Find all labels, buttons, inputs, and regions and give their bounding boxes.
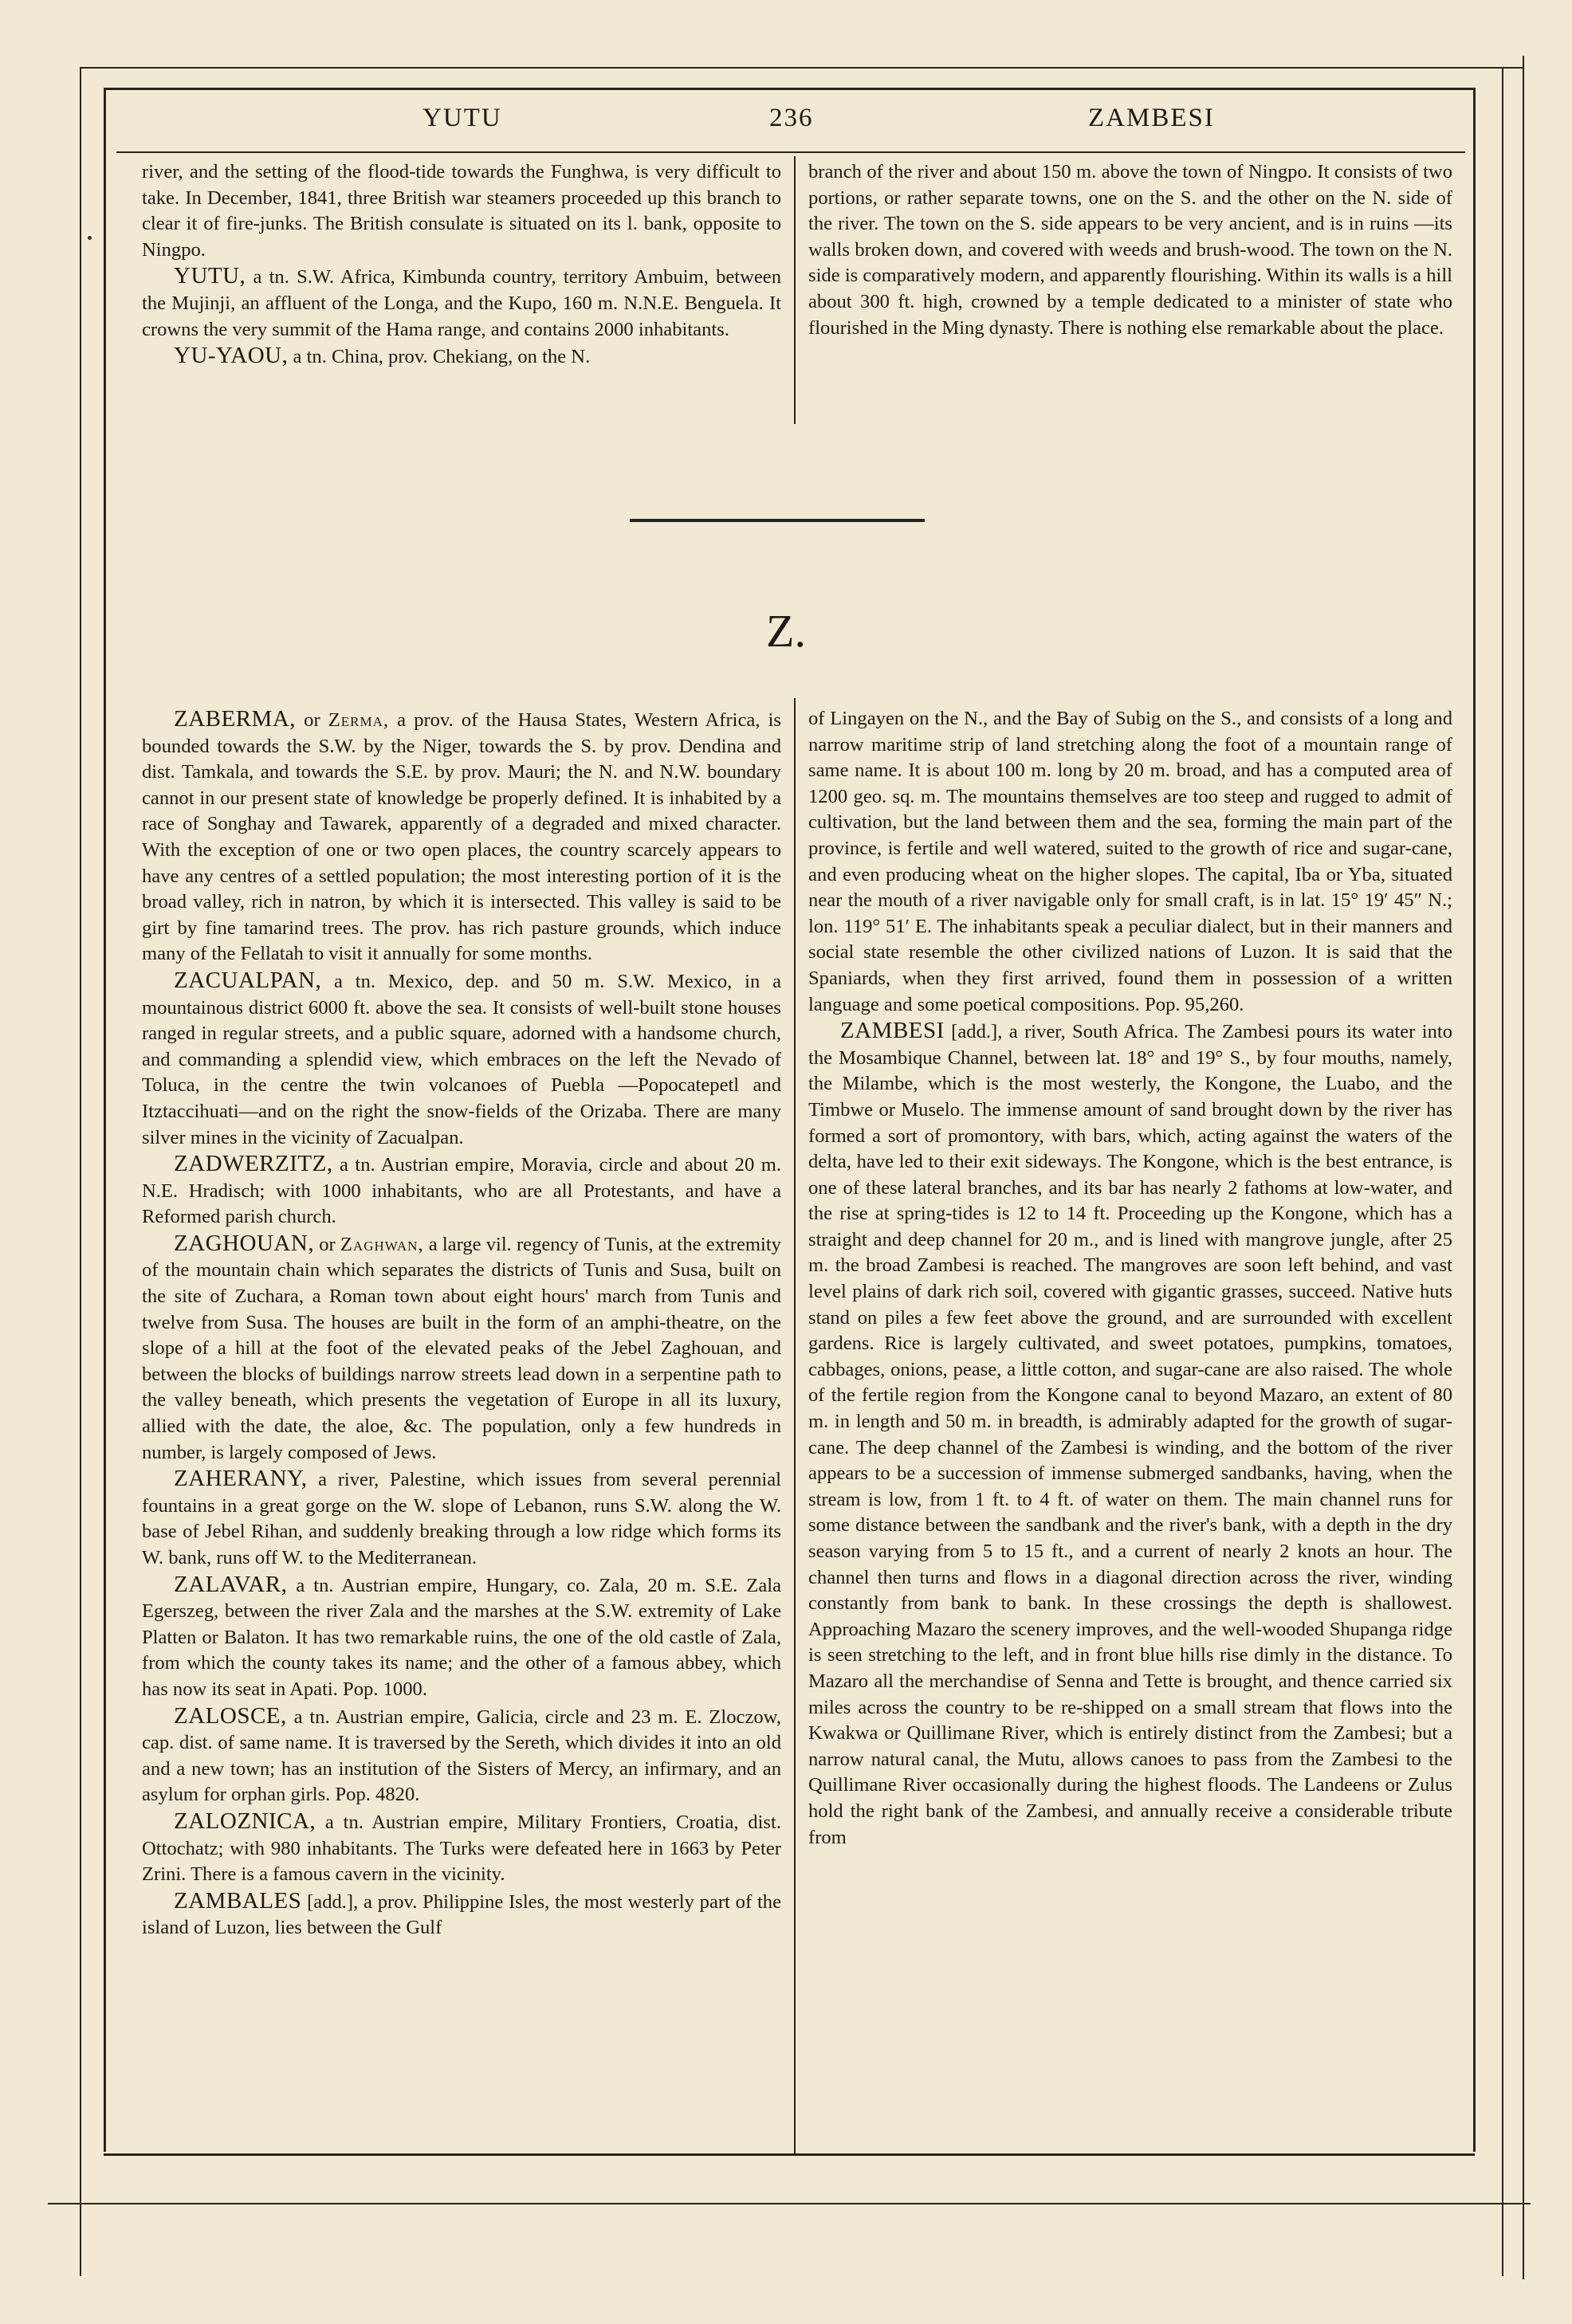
gazetteer-entry xyxy=(142,1888,781,1941)
gazetteer-entry xyxy=(142,343,781,371)
bottom-left-column xyxy=(142,706,781,1941)
entry-text: [add.], a prov. Philippine Isles, the most westerly part of the island of Luzon, lies between the Gulf xyxy=(142,1890,781,1939)
entry-text: a tn. S.W. Africa, Kimbunda country, territory Ambuim, between the Mujinji, an affluent of the Longa, and the Kupo, 160 m. N.N.E. Benguela. It crowns the very summit of the Hama range, and contains 2000 inhabitants. xyxy=(142,266,781,340)
entry-text: a tn. Austrian empire, Hungary, co. Zala, 20 m. S.E. Zala Egerszeg, between the river Zala and the marshes at the S.W. extremity of Lake Platten or Balaton. It has two remarkable ruins, the one of the old castle of Zala, from which the county takes its name; and the other of a famous abbey, which has now its seat in Apati. Pop. 1000. xyxy=(142,1574,781,1700)
gazetteer-entry xyxy=(142,1703,781,1808)
gazetteer-entry xyxy=(142,1572,781,1703)
gazetteer-entry xyxy=(142,1808,781,1888)
entry-headword: ZALOSCE, xyxy=(174,1702,287,1729)
entry-alternate-name: Zaghwan, xyxy=(340,1233,424,1255)
entry-connector: or xyxy=(314,1233,340,1255)
entry-connector: or xyxy=(296,709,328,731)
border-right-outer xyxy=(1502,67,1503,2276)
entry-headword: YU-YAOU, xyxy=(174,343,289,369)
page-number: 236 xyxy=(769,104,814,132)
gazetteer-entry xyxy=(808,1018,1452,1851)
gazetteer-entry xyxy=(142,263,781,343)
entry-text: a tn. Austrian empire, Moravia, circle and about 20 m. N.E. Hradisch; with 1000 inhabitants, who are all Protestants, and have a Reformed parish church. xyxy=(142,1154,781,1228)
gazetteer-entry xyxy=(142,1151,781,1231)
section-separator-rule xyxy=(630,519,925,522)
entry-headword: YUTU, xyxy=(174,263,246,289)
entry-text: a tn. Mexico, dep. and 50 m. S.W. Mexico, in a mountainous district 6000 ft. above the sea. It consists of well-built stone houses ranged in regular streets, and a public square, adorned with a handsome church, and commanding a splendid view, which embraces on the left the Nevado of Toluca, in the centre the twin volcanoes of Puebla —Popocatepetl and Itztaccihuati—and on the right the snow-fields of the Orizaba. There are many silver mines in the vicinity of Zacualpan. xyxy=(142,970,781,1148)
header-right-word: ZAMBESI xyxy=(1088,104,1215,132)
running-header xyxy=(120,104,1475,148)
top-left-column xyxy=(142,159,781,371)
entry-headword: ZAMBALES xyxy=(174,1887,302,1914)
entry-headword: ZAMBESI xyxy=(840,1018,945,1044)
entry-alternate-name: Zerma, xyxy=(328,709,390,731)
entry-text: a tn. Austrian empire, Galicia, circle and 23 m. E. Zloczow, cap. dist. of same name. It is traversed by the Sereth, which divides it into an old and a new town; has an institution of the Sisters of Mercy, an infirmary, and an asylum for orphan girls. Pop. 4820. xyxy=(142,1706,781,1806)
column-divider-bottom xyxy=(794,698,796,2153)
entry-text: river, and the setting of the flood-tide towards the Funghwa, is very difficult to take. In December, 1841, three British war steamers proceeded up this branch to clear it of fire-junks. The British consulate is situated on its l. bank, opposite to Ningpo. xyxy=(142,161,781,261)
entry-text: branch of the river and about 150 m. above the town of Ningpo. It consists of two portions, or rather separate towns, one on the S. and the other on the N. side of the river. The town on the S. side appears to be very ancient, and is in ruins —its walls broken down, and covered with weeds and brush-wood. The town on the N. side is comparatively modern, and apparently flourishing. Within its walls is a hill about 300 ft. high, crowned by a temple dedicated to a minister of state who flourished in the Ming dynasty. There is nothing else remarkable about the place. xyxy=(808,161,1452,339)
border-bottom-outer xyxy=(48,2203,1531,2204)
top-right-column xyxy=(808,159,1452,341)
entry-headword: ZALOZNICA, xyxy=(174,1808,316,1834)
bottom-right-column xyxy=(808,706,1452,1851)
entry-headword: ZABERMA, xyxy=(174,706,297,732)
entry-text: a tn. China, prov. Chekiang, on the N. xyxy=(288,346,591,368)
entry-headword: ZALAVAR, xyxy=(174,1571,288,1597)
gazetteer-entry xyxy=(142,1466,781,1571)
entry-headword: ZACUALPAN, xyxy=(174,967,322,993)
border-bottom-inner xyxy=(104,2153,1475,2156)
entry-headword: ZAGHOUAN, xyxy=(174,1230,315,1256)
header-underline xyxy=(116,151,1465,153)
gazetteer-entry xyxy=(142,706,781,968)
entry-text: a prov. of the Hausa States, Western Africa, is bounded towards the S.W. by the Niger, towards the S. by prov. Dendina and dist. Tamkala, and towards the S.E. by prov. Mauri; the N. and N.W. boundary cannot in our present state of knowledge be properly defined. It is inhabited by a race of Songhay and Tawarek, apparently of a degraded and mixed character. With the exception of one or two open places, the country scarcely appears to have any centres of a settled population; the most interesting portion of it is the broad valley, rich in natron, by which it is intersected. This valley is said to be girt by fine tamarind trees. The prov. has rich pasture grounds, which induce many of the Fellatah to visit it annually for some months. xyxy=(142,709,781,965)
entry-text: a large vil. regency of Tunis, at the extremity of the mountain chain which separates the districts of Tunis and Susa, built on the site of Zuchara, a Roman town about eight hours' march from Tunis and twelve from Susa. The houses are built in the form of an amphi-theatre, on the slope of a hill at the foot of the elevated peaks of the Jebel Zaghouan, and between the blocks of buildings narrow streets lead down in a serpentine path to the valley beneath, which presents the vegetation of Europe in all its luxury, allied with the date, the aloe, &c. The population, only a few hundreds in number, is largely composed of Jews. xyxy=(142,1233,781,1463)
entry-text: a tn. Austrian empire, Military Frontiers, Croatia, dist. Ottochatz; with 980 inhabitants. The Turks were defeated here in 1663 by Peter Zrini. There is a famous cavern in the vicinity. xyxy=(142,1811,781,1886)
entry-text: a river, Palestine, which issues from several perennial fountains in a great gorge on the W. slope of Lebanon, runs S.W. along the W. base of Jebel Rihan, and suddenly breaking through a low ridge which forms its W. bank, runs off W. to the Mediterranean. xyxy=(142,1469,781,1568)
entry-continuation xyxy=(808,159,1452,341)
entry-headword: ZADWERZITZ, xyxy=(174,1151,333,1177)
entry-text: of Lingayen on the N., and the Bay of Subig on the S., and consists of a long and narrow maritime strip of land stretching along the foot of a mountain range of same name. It is about 100 m. long by 20 m. broad, and has a computed area of 1200 geo. sq. m. The mountains themselves are too steep and rugged to admit of cultivation, but the land between them and the sea, forming the main part of the province, is fertile and well watered, suited to the growth of rice and sugar-cane, and even producing wheat on the higher slopes. The capital, Iba or Yba, situated near the mouth of a river navigable only for small craft, is in lat. 15° 19′ 45″ N.; lon. 119° 51′ E. The inhabitants speak a peculiar dialect, but in their manners and social state resemble the other civilized nations of Luzon. It is said that the Spaniards, when they first arrived, found them in possession of a written language and some poetical compositions. Pop. 95,260. xyxy=(808,708,1452,1015)
gazetteer-entry xyxy=(142,968,781,1151)
gazetteer-entry xyxy=(142,1231,781,1466)
border-right-far xyxy=(1523,56,1524,2279)
border-top-outer xyxy=(80,67,1524,69)
entry-text: [add.], a river, South Africa. The Zambesi pours its water into the Mosambique Channel, between lat. 18° and 19° S., by four mouths, namely, the Milambe, which is the most westerly, the Kongone, the Luabo, and the Timbwe or Muselo. The immense amount of sand brought down by the river has formed a sort of promontory, with bars, which, acting against the waters of the delta, have led to their exit sideways. The Kongone, which is the best entrance, is one of these lateral branches, and its bar has nearly 2 fathoms at low-water, and the rise at spring-tides is 12 to 14 ft. Proceeding up the Kongone, which has a straight and deep channel for 20 m., and is lined with mangrove jungle, after 25 m. the broad Zambesi is reached. The mangroves are soon left behind, and vast level plains of dark rich soil, covered with gigantic grasses, succeed. Native huts stand on piles a few feet above the ground, and are surrounded with excellent gardens. Rice is largely cultivated, and sweet potatoes, pumpkins, tomatoes, cabbages, onions, pease, a little cotton, and sugar-cane are also raised. The whole of the fertile region from the Kongone canal to beyond Mazaro, an extent of 80 m. in length and 50 m. in breadth, is admirably adapted for the growth of sugar-cane. The deep channel of the Zambesi is winding, and the bottom of the river appears to be a succession of immense submerged sandbanks, having, when the stream is low, from 1 ft. to 4 ft. of water on them. The main channel runs for some distance between the sandbank and the river's bank, with a depth in the dry season varying from 5 to 15 ft., and a current of nearly 2 knots an hour. The channel then turns and flows in a diagonal direction across the river, winding constantly from bank to bank. In these crossings the depth is shallowest. Approaching Mazaro the scenery improves, and the well-wooded Shupanga ridge is seen stretching to the left, and in front blue hills rise dimly in the distance. To Mazaro all the merchandise of Senna and Tette is brought, and thence carried six miles across the country to be re-shipped on a small stream that flows into the Kwakwa or Quillimane River, which is entirely distinct from the Zambesi; but a narrow natural canal, the Mutu, allows canoes to pass from the Zambesi to the Quillimane River occasionally during the highest floods. The Landeens or Zulus hold the right bank of the Zambesi, and annually receive a considerable tribute from xyxy=(808,1021,1452,1848)
border-left-inner xyxy=(104,88,106,2152)
entry-continuation xyxy=(142,159,781,263)
column-divider-top xyxy=(794,156,796,424)
border-right-inner xyxy=(1473,88,1476,2152)
section-letter: Z. xyxy=(766,605,806,657)
header-left-word: YUTU xyxy=(422,104,502,132)
margin-dot xyxy=(88,236,92,240)
entry-continuation xyxy=(808,706,1452,1018)
border-top-inner xyxy=(104,88,1475,90)
entry-headword: ZAHERANY, xyxy=(174,1466,308,1492)
border-left-outer xyxy=(80,67,81,2276)
